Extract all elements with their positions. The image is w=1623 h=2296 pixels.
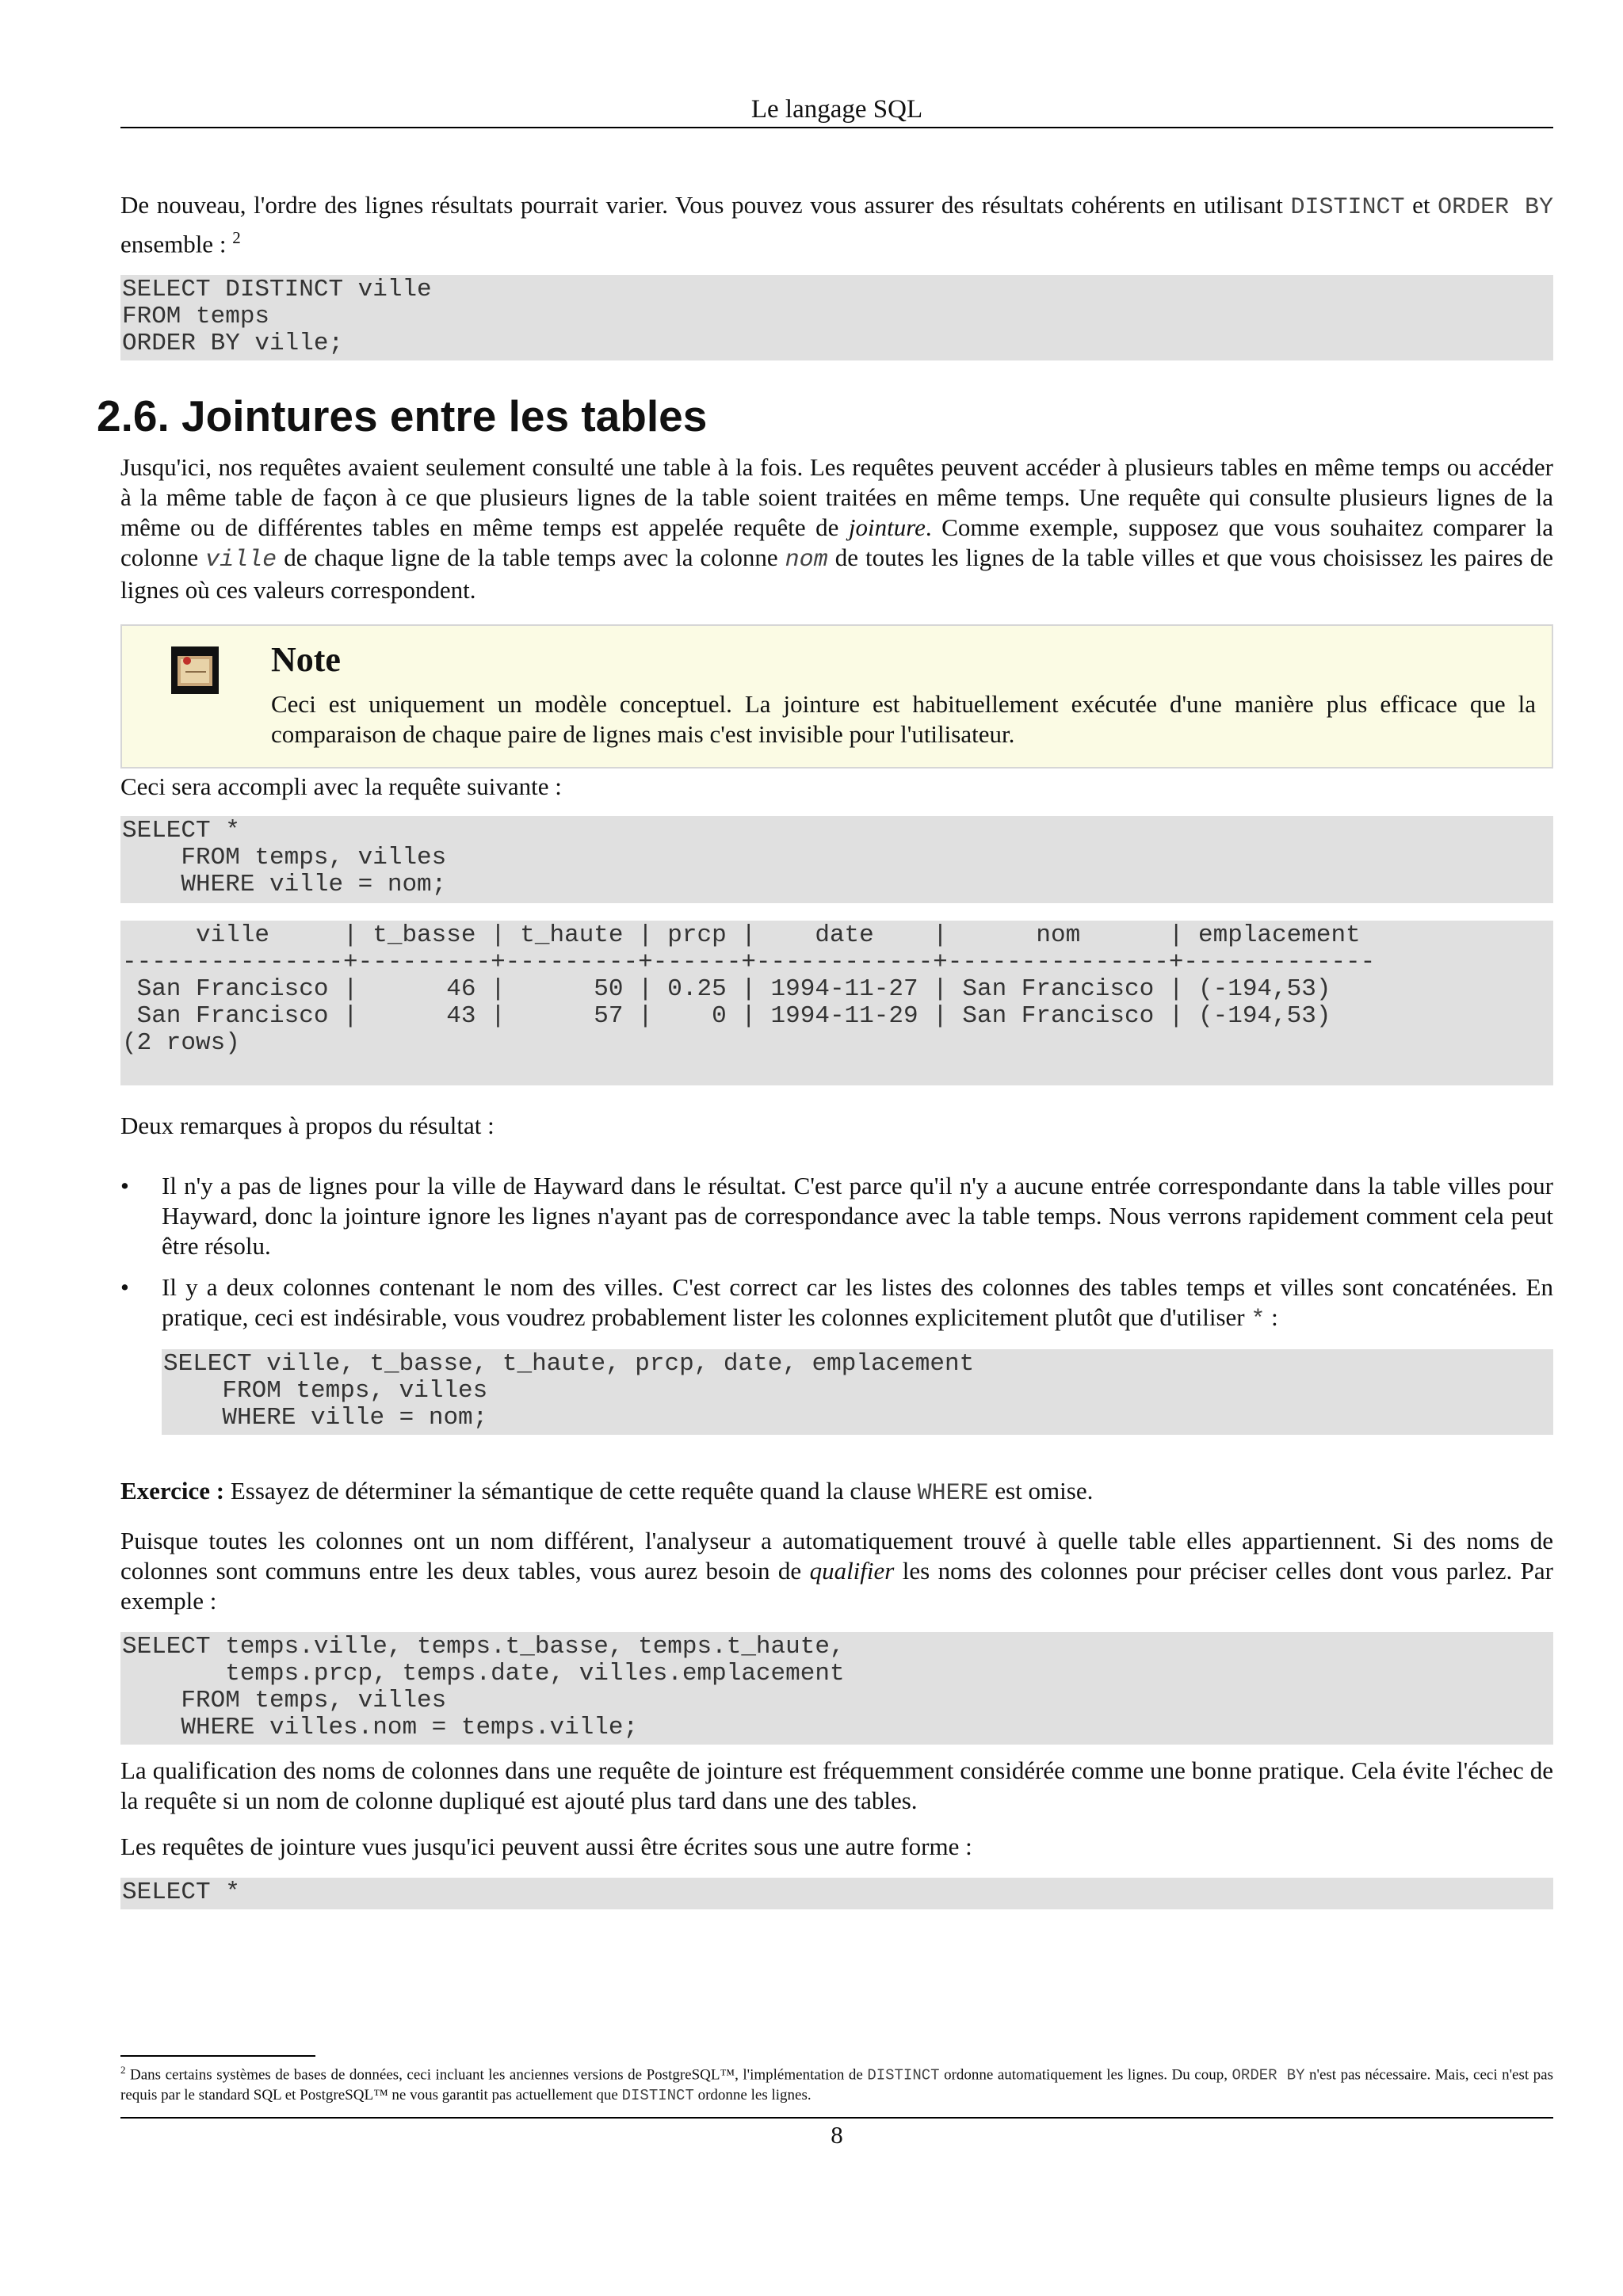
emphasis: qualifier [809, 1557, 895, 1585]
footnote-text: ordonne les lignes. [693, 2087, 812, 2104]
inline-code: ville [205, 547, 277, 574]
para-text: de toutes les lignes de la table villes et que vous choisissez les paires de lignes où ces valeurs correspondent. [120, 543, 1553, 605]
inline-code: nom [785, 547, 828, 574]
list-item [120, 1171, 1553, 1261]
code-block-join: SELECT * FROM temps, villes WHERE ville = nom; [120, 816, 1553, 903]
list-item [120, 1272, 1553, 1435]
inline-code: * [1251, 1306, 1266, 1334]
note-text: Ceci est uniquement un modèle conceptuel. La jointure est habituellement exécutée d'une manière plus efficace que la comparaison de chaque paire de lignes mais c'est invisible pour l'utilisateur. [271, 690, 1536, 749]
footnote-number: 2 [120, 2064, 126, 2076]
section-title: 2.6. Jointures entre les tables [97, 391, 708, 441]
list-item-text: : [1265, 1303, 1278, 1332]
note-icon [171, 646, 219, 694]
note-box [120, 624, 1553, 769]
intro-text: ensemble : [120, 230, 233, 258]
para-text: de chaque ligne de la table temps avec la colonne [277, 543, 785, 572]
intro-text: De nouveau, l'ordre des lignes résultats pourrait varier. Vous pouvez vous assurer des résultats cohérents en utilisant [120, 191, 1291, 219]
list-item-text: Il n'y a pas de lignes pour la ville de Hayward dans le résultat. C'est parce qu'il n'y a aucune entrée correspondante dans la table villes pour Hayward, donc la jointure ignore les lignes n'ayant pas de correspondance avec la table temps. Nous verrons rapidement comment cela peut être résolu. [162, 1172, 1553, 1261]
footnote-text: ordonne automatiquement les lignes. Du coup, [939, 2066, 1232, 2084]
header-rule [120, 127, 1553, 128]
code-block-columns: SELECT ville, t_basse, t_haute, prcp, date, emplacement FROM temps, villes WHERE ville = nom; [162, 1349, 1553, 1435]
inline-code: WHERE [917, 1480, 989, 1508]
footer-rule [120, 2117, 1553, 2119]
para-text: . Comme exemple, supposez que vous souhaitez comparer la colonne [120, 513, 1553, 572]
code-block-qualified: SELECT temps.ville, temps.t_basse, temps.t_haute, temps.prcp, temps.date, villes.emplacement FROM temps, villes WHERE villes.nom = temps.ville; [120, 1632, 1553, 1745]
footnote [120, 2060, 1553, 2106]
page-content [97, 190, 1553, 1909]
good-practice-paragraph: La qualification des noms de colonnes dans une requête de jointure est fréquemment considérée comme une bonne pratique. Cela évite l'échec de la requête si un nom de colonne dupliqué est ajouté plus tard dans une des tables. [120, 1756, 1553, 1815]
footnote-rule [120, 2055, 315, 2057]
remarks-list [120, 1171, 1553, 1435]
inline-code: DISTINCT [867, 2066, 940, 2084]
page-number: 8 [831, 2121, 843, 2149]
bullet-icon: • [120, 1172, 129, 1200]
accompli-paragraph: Ceci sera accompli avec la requête suivante : [120, 772, 562, 801]
footnote-text: Dans certains systèmes de bases de données, ceci incluant les anciennes versions de PostgreSQL™, l'implémentation de [125, 2066, 868, 2084]
emphasis: jointure [848, 513, 926, 542]
inline-code: ORDER BY [1438, 194, 1553, 221]
joins-paragraph [120, 452, 1553, 605]
list-item-text: Il y a deux colonnes contenant le nom des villes. C'est correct car les listes des colonnes des tables temps et villes sont concaténées. En pratique, ceci est indésirable, vous voudrez probablement lister les colonnes explicitement plutôt que d'utiliser [162, 1273, 1553, 1332]
para-text: est omise. [988, 1477, 1094, 1505]
footnote-ref[interactable]: 2 [232, 228, 241, 247]
intro-text: et [1404, 191, 1438, 219]
exercise-paragraph [120, 1476, 1553, 1508]
intro-paragraph [120, 190, 1553, 259]
inline-code: ORDER BY [1232, 2066, 1305, 2084]
remarques-paragraph: Deux remarques à propos du résultat : [120, 1112, 495, 1140]
running-header: Le langage SQL [750, 95, 923, 124]
inline-code: DISTINCT [621, 2087, 694, 2105]
query-result-output: ville | t_basse | t_haute | prcp | date | nom | emplacement ---------------+---------+---------+------+------------+---------------+------------- San Francisco | 46 | 50 | 0.25 | 1994-11-27 | San Francisco | (-194,53) San Francisco | 43 | 57 | 0 | 1994-11-29 | San Francisco | (-194,53) (2 rows) [120, 921, 1553, 1085]
code-block-distinct: SELECT DISTINCT ville FROM temps ORDER BY ville; [120, 275, 1553, 360]
qualifier-paragraph [120, 1526, 1553, 1616]
footnote-text: n'est pas nécessaire. Mais, ceci n'est pas requis par le standard SQL et PostgreSQL™ ne vous garantit pas actuellement que [120, 2066, 1554, 2104]
para-text: Jusqu'ici, nos requêtes avaient seulement consulté une table à la fois. Les requêtes peuvent accéder à plusieurs tables en même temps ou accéder à la même table de façon à ce que plusieurs lignes de la table soient traitées en même temps. Une requête qui consulte plusieurs lignes de la même ou de différentes tables en même temps est appelée requête de [120, 453, 1553, 542]
inline-code: DISTINCT [1290, 194, 1405, 221]
para-text: les noms des colonnes pour préciser celles dont vous parlez. Par exemple : [120, 1557, 1553, 1615]
bullet-icon: • [120, 1273, 129, 1302]
other-form-paragraph: Les requêtes de jointure vues jusqu'ici peuvent aussi être écrites sous une autre forme : [120, 1833, 972, 1861]
para-text: Essayez de déterminer la sémantique de cette requête quand la clause [224, 1477, 918, 1505]
para-text: Puisque toutes les colonnes ont un nom différent, l'analyseur a automatiquement trouvé à quelle table elles appartiennent. Si des noms de colonnes sont communs entre les deux tables, vous aurez besoin de [120, 1527, 1553, 1585]
note-title: Note [271, 640, 341, 680]
exercise-label: Exercice : [120, 1477, 225, 1505]
code-block-other: SELECT * [120, 1878, 1553, 1909]
